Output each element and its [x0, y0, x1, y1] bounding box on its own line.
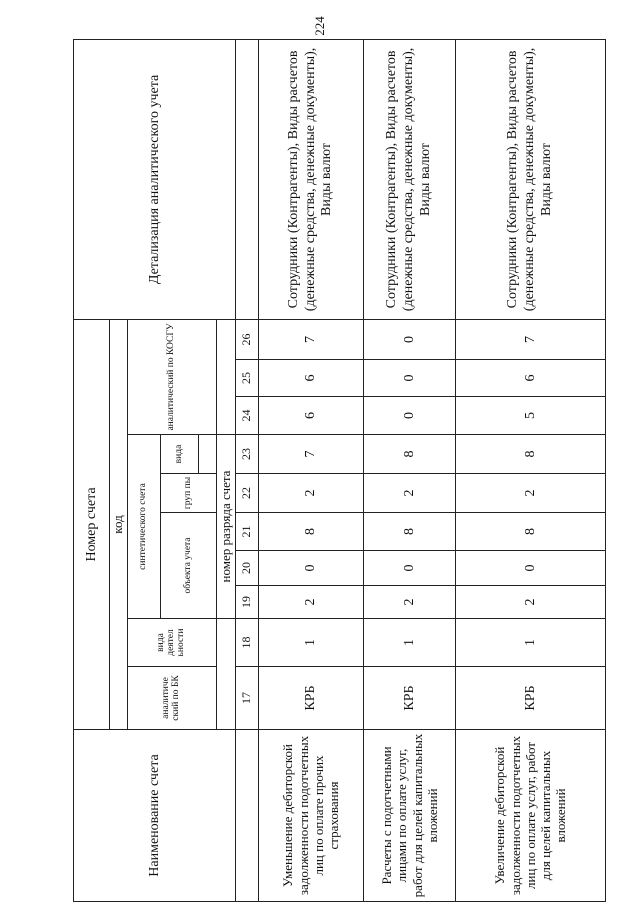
- value-cell: 8: [456, 435, 606, 474]
- page-number: 224: [312, 16, 327, 36]
- value-cell: 2: [259, 474, 364, 513]
- kosgu-header: аналитический по КОСГУ: [128, 319, 217, 434]
- group-kind-header: груп пы: [161, 474, 217, 513]
- value-cell: 2: [364, 586, 456, 619]
- synthetic-account-header: синтетического счета: [128, 435, 161, 619]
- value-cell: 6: [259, 397, 364, 435]
- digit-cell: 21: [236, 513, 259, 551]
- value-cell: 7: [259, 435, 364, 474]
- accounts-table-wrapper: [73, 40, 605, 902]
- value-cell: 0: [364, 319, 456, 359]
- value-cell: 0: [364, 551, 456, 586]
- account-name: Расчеты с подотчетными лицами по оплате услуг, работ для целей капитальных вложений: [364, 730, 456, 902]
- detail-header: Детализация аналитического учета: [74, 39, 236, 319]
- value-cell: 2: [259, 586, 364, 619]
- value-cell: 7: [259, 319, 364, 359]
- value-cell: 1: [364, 619, 456, 667]
- digit-cell: 17: [236, 667, 259, 730]
- digit-cell: 24: [236, 397, 259, 435]
- digit-cell: 18: [236, 619, 259, 667]
- detail-cell: Сотрудники (Контрагенты), Виды расчетов (денежные средства, денежные документы), Виды валют: [456, 39, 606, 319]
- digit-row-spacer-4: [217, 360, 236, 397]
- digit-cell: 20: [236, 551, 259, 586]
- value-cell: 2: [456, 474, 606, 513]
- digit-row-spacer-5: [217, 319, 236, 359]
- value-cell: 2: [364, 474, 456, 513]
- header-row-1: [74, 39, 110, 901]
- digit-number-header: номер разряда счета: [217, 435, 236, 619]
- digit-blank-name: [236, 730, 259, 902]
- digit-cell: 25: [236, 360, 259, 397]
- code-header: код: [110, 319, 128, 729]
- digit-cell: 23: [236, 435, 259, 474]
- value-cell: 0: [259, 551, 364, 586]
- value-cell: 0: [364, 360, 456, 397]
- value-cell: 8: [456, 513, 606, 551]
- digit-cell: 22: [236, 474, 259, 513]
- digit-cell: 19: [236, 586, 259, 619]
- accounts-table: [73, 39, 606, 902]
- activity-kind-header: вида деятел ьности: [128, 619, 217, 667]
- detail-cell: Сотрудники (Контрагенты), Виды расчетов (денежные средства, денежные документы), Виды валют: [259, 39, 364, 319]
- value-cell: КРБ: [259, 667, 364, 730]
- table-row: [364, 39, 456, 901]
- value-cell: КРБ: [456, 667, 606, 730]
- table-row: [259, 39, 364, 901]
- value-cell: КРБ: [364, 667, 456, 730]
- digit-numbers-row: [236, 39, 259, 901]
- value-cell: 6: [259, 360, 364, 397]
- account-name: Увеличение дебиторской задолженности подотчетных лиц по оплате услуг, работ для целей капитальных вложений: [456, 730, 606, 902]
- detail-cell: Сотрудники (Контрагенты), Виды расчетов (денежные средства, денежные документы), Виды валют: [364, 39, 456, 319]
- value-cell: 1: [456, 619, 606, 667]
- view-kind-spacer: [199, 435, 217, 474]
- value-cell: 8: [364, 435, 456, 474]
- digit-row-spacer-2: [217, 619, 236, 667]
- account-name: Уменьшение дебиторской задолженности подотчетных лиц по оплате прочих страхования: [259, 730, 364, 902]
- digit-row-spacer-3: [217, 397, 236, 435]
- digit-cell: 26: [236, 319, 259, 359]
- value-cell: 0: [456, 551, 606, 586]
- value-cell: 8: [259, 513, 364, 551]
- value-cell: 2: [456, 586, 606, 619]
- account-name-header: Наименование счета: [74, 730, 236, 902]
- object-kind-header: объекта учета: [161, 513, 217, 619]
- digit-blank-detail: [236, 39, 259, 319]
- digit-row-spacer-1: [217, 667, 236, 730]
- account-number-header: Номер счета: [74, 319, 110, 729]
- view-kind-header: вида: [161, 435, 199, 474]
- value-cell: 0: [364, 397, 456, 435]
- analytic-bk-header: аналитиче ский по БК: [128, 667, 217, 730]
- value-cell: 7: [456, 319, 606, 359]
- value-cell: 5: [456, 397, 606, 435]
- value-cell: 1: [259, 619, 364, 667]
- value-cell: 6: [456, 360, 606, 397]
- value-cell: 8: [364, 513, 456, 551]
- table-row: [456, 39, 606, 901]
